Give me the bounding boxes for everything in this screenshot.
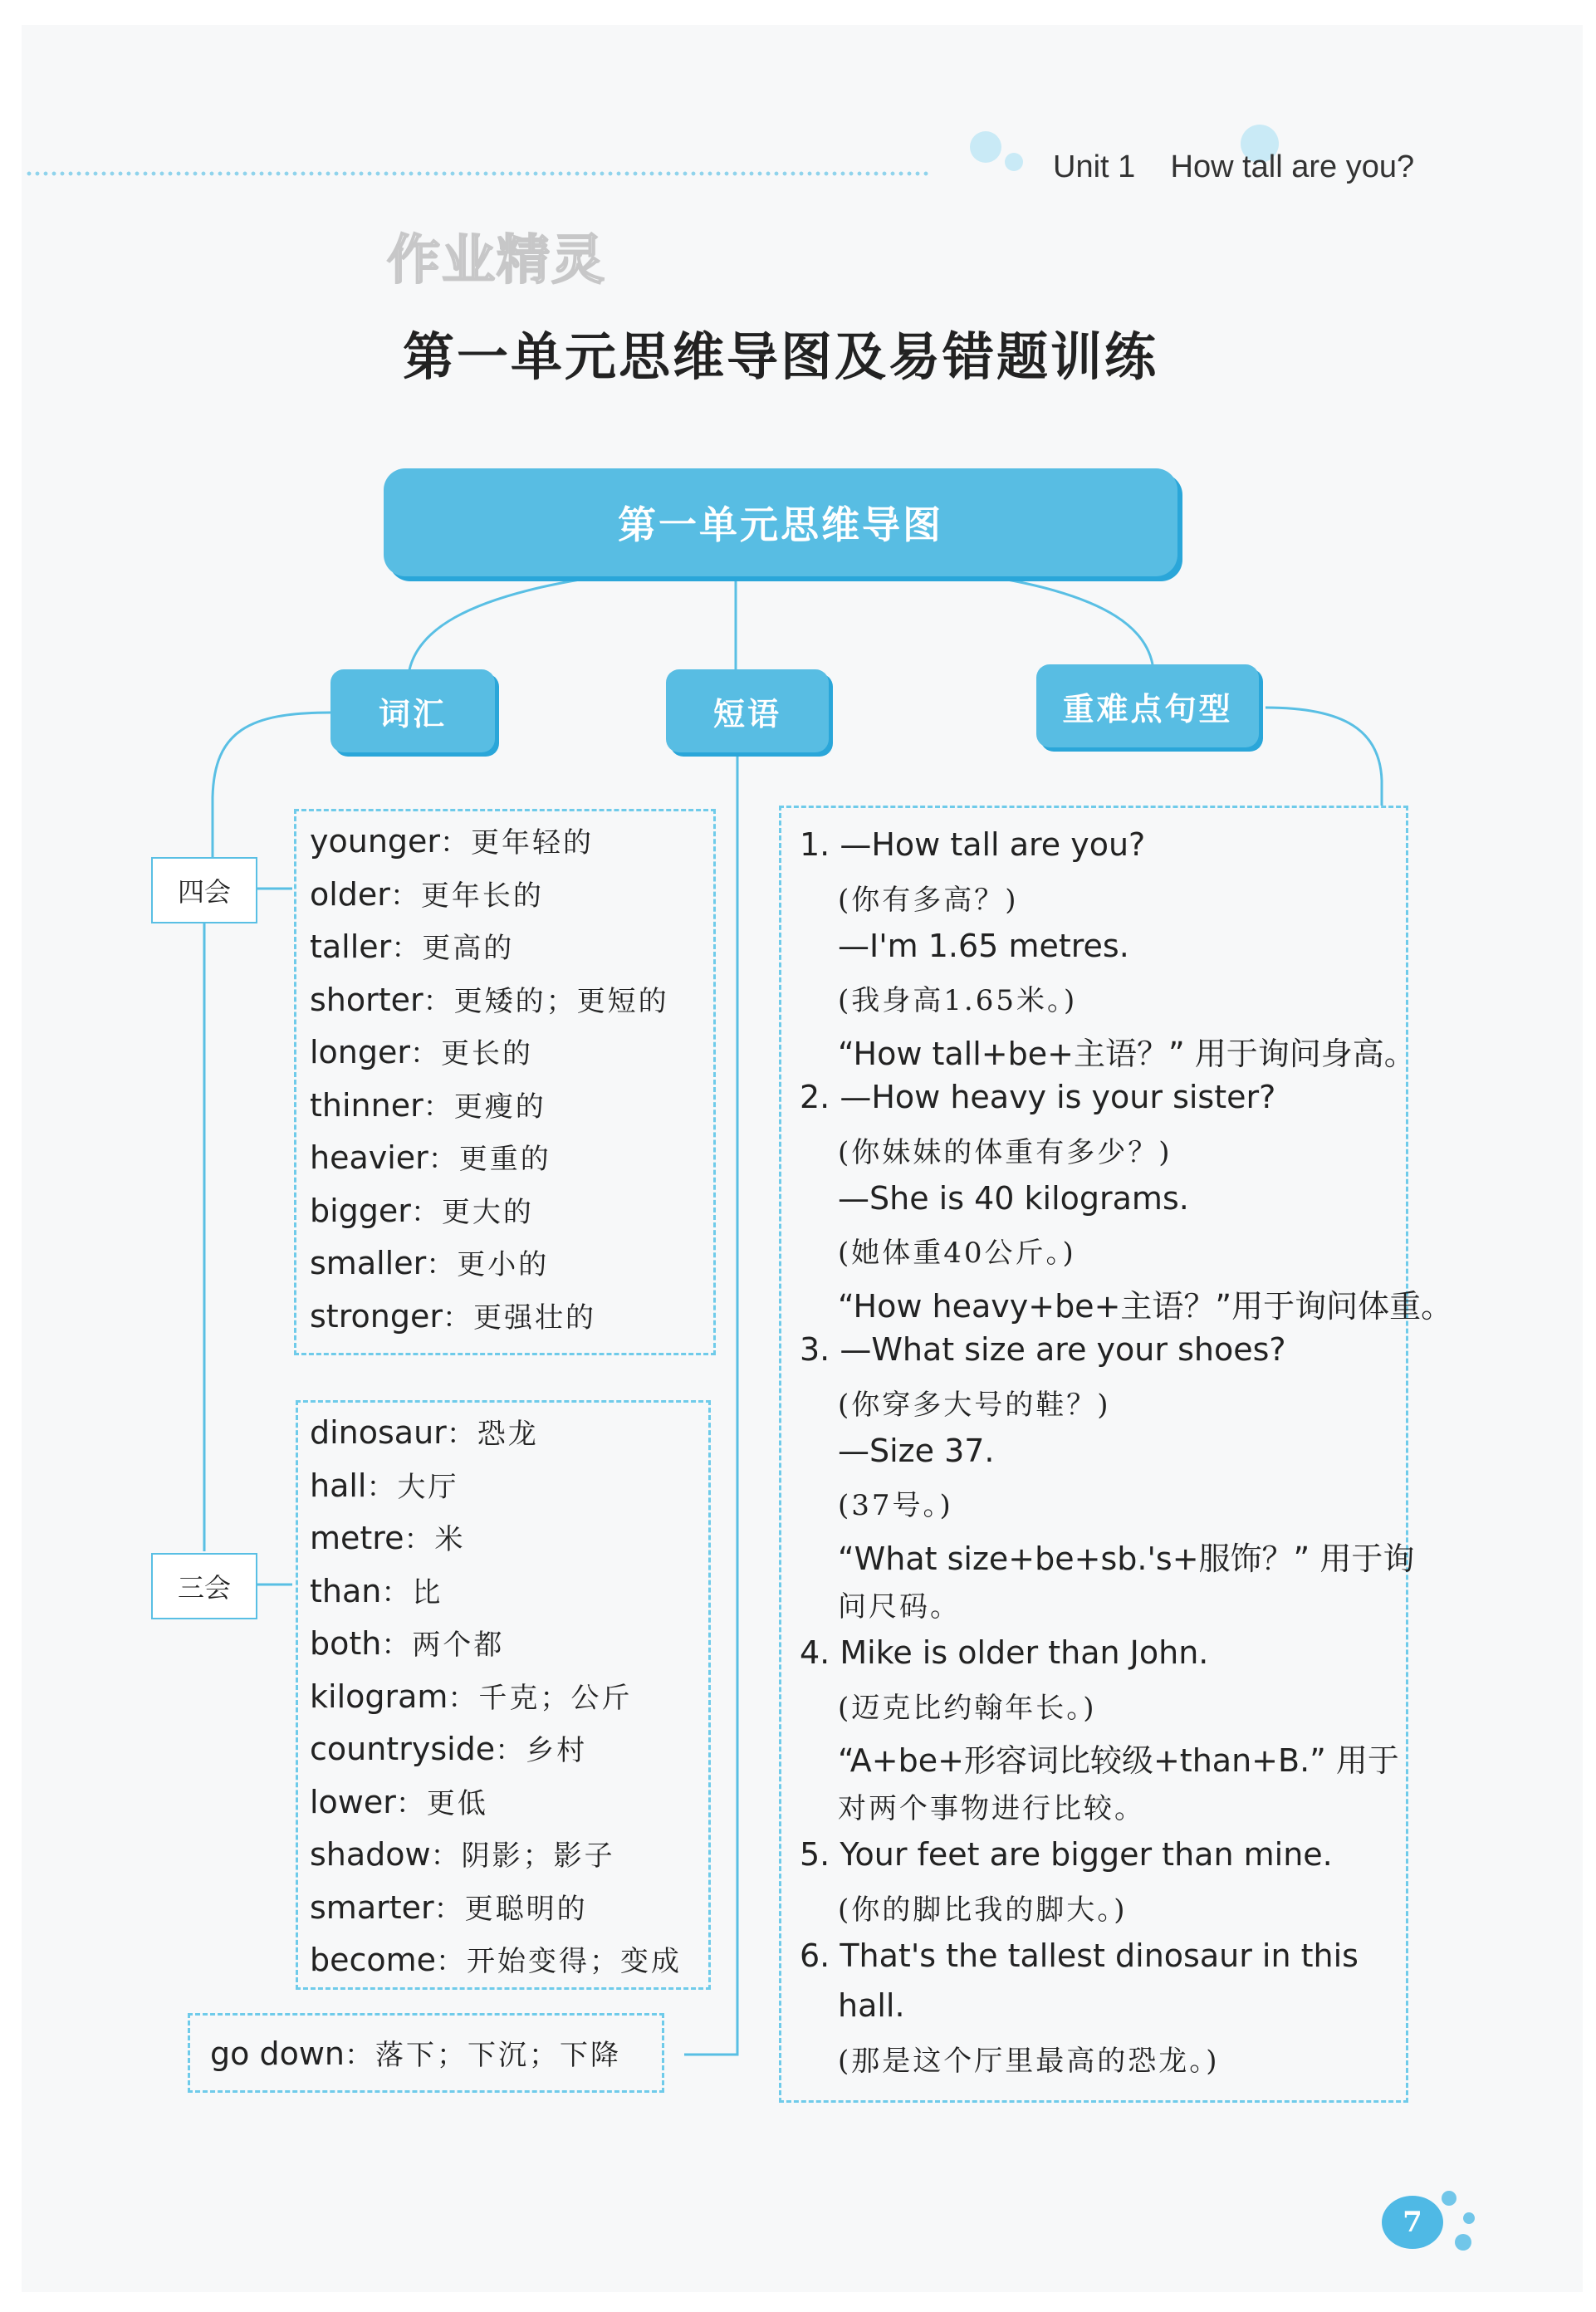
four-skill-words-box bbox=[294, 809, 716, 1355]
word-zh: ：比 bbox=[381, 1575, 443, 1609]
word-en: longer bbox=[310, 1034, 411, 1070]
three-skill-word-item bbox=[310, 1727, 587, 1768]
connector-sentences-box bbox=[1266, 708, 1382, 806]
four-skill-word-item bbox=[310, 1031, 533, 1071]
sentence-line: “A+be+形容词比较级+than+B.” 用于 bbox=[838, 1742, 1399, 1780]
page-title: 第一单元思维导图及易错题训练 bbox=[402, 326, 1158, 387]
word-en: metre bbox=[310, 1520, 404, 1556]
sentence-line: —I'm 1.65 metres. bbox=[838, 927, 1129, 964]
sentence-line: 6. That's the tallest dinosaur in this bbox=[800, 1937, 1359, 1974]
word-en: bigger bbox=[310, 1192, 411, 1229]
three-skill-word-item bbox=[310, 1886, 588, 1927]
word-zh: ：更聪明的 bbox=[433, 1892, 588, 1926]
three-skill-word-item bbox=[310, 1464, 459, 1505]
four-skill-word-item bbox=[310, 1084, 546, 1124]
three-skill-word-item bbox=[310, 1622, 504, 1663]
watermark: 作业精灵 bbox=[387, 230, 606, 291]
word-zh: ：更小的 bbox=[426, 1248, 550, 1281]
word-en: kilogram bbox=[310, 1678, 448, 1715]
sentence-line: (迈克比约翰年长。) bbox=[838, 1691, 1097, 1725]
branch-sentences: 重难点句型 bbox=[1036, 664, 1259, 747]
phrase-en: go down bbox=[210, 2035, 345, 2072]
word-zh: ：开始变得；变成 bbox=[436, 1945, 683, 1978]
word-zh: ：更重的 bbox=[428, 1143, 551, 1176]
sentence-line: “How heavy+be+主语？”用于询问体重。 bbox=[838, 1288, 1453, 1325]
three-skill-word-item bbox=[310, 1411, 539, 1452]
sentence-line: hall. bbox=[838, 1987, 905, 2025]
word-zh: ：更低 bbox=[395, 1786, 488, 1820]
word-en: shorter bbox=[310, 981, 423, 1018]
phrase-zh: ：落下；下沉；下降 bbox=[344, 2039, 621, 2072]
sentence-line: “What size+be+sb.'s+服饰？” 用于询 bbox=[838, 1541, 1415, 1578]
word-en: taller bbox=[310, 928, 392, 965]
word-zh: ：更高的 bbox=[391, 932, 515, 965]
sentence-line: —She is 40 kilograms. bbox=[838, 1179, 1189, 1217]
four-skill-word-item bbox=[310, 1189, 534, 1230]
sentence-line: (她体重40公斤。) bbox=[838, 1237, 1076, 1271]
word-en: stronger bbox=[310, 1297, 443, 1335]
sentence-line: (我身高1.65米。) bbox=[838, 984, 1078, 1018]
word-en: lower bbox=[310, 1783, 396, 1820]
sentence-line: (你的脚比我的脚大。) bbox=[838, 1893, 1128, 1927]
sentence-line: “How tall+be+主语？” 用于询问身高。 bbox=[838, 1036, 1416, 1073]
three-skill-word-item bbox=[310, 1833, 615, 1874]
word-en: become bbox=[310, 1942, 437, 1978]
word-zh: ：米 bbox=[404, 1523, 466, 1556]
word-en: both bbox=[310, 1625, 382, 1662]
sentence-line: 1. —How tall are you? bbox=[800, 826, 1146, 863]
decor-bubble bbox=[1442, 2191, 1456, 2206]
branch-phrases: 短语 bbox=[666, 669, 829, 752]
word-zh: ：更年长的 bbox=[389, 879, 544, 913]
connector-root-vocab bbox=[409, 578, 590, 674]
connector-root-sentences bbox=[998, 578, 1153, 664]
word-en: smarter bbox=[310, 1888, 434, 1926]
phrase-box bbox=[188, 2013, 664, 2093]
sentence-line: (你穿多大号的鞋？) bbox=[838, 1388, 1111, 1422]
sentence-line: 4. Mike is older than John. bbox=[800, 1634, 1209, 1671]
word-zh: ：更大的 bbox=[410, 1195, 534, 1229]
mind-map-root: 第一单元思维导图 bbox=[384, 468, 1177, 576]
word-zh: ：阴影；影子 bbox=[430, 1839, 615, 1873]
word-en: smaller bbox=[310, 1245, 427, 1281]
phrase-item bbox=[210, 2032, 621, 2073]
word-zh: ：乡村 bbox=[495, 1734, 588, 1767]
word-zh: ：更瘦的 bbox=[423, 1090, 546, 1124]
word-en: dinosaur bbox=[310, 1414, 447, 1451]
level-three-skill: 三会 bbox=[151, 1553, 257, 1619]
sentence-line: (你妹妹的体重有多少？) bbox=[838, 1135, 1173, 1169]
four-skill-word-item bbox=[310, 978, 669, 1019]
word-zh: ：更强壮的 bbox=[442, 1300, 596, 1335]
word-en: countryside bbox=[310, 1731, 496, 1767]
word-zh: ：更长的 bbox=[410, 1037, 534, 1070]
sentence-line: 3. —What size are your shoes? bbox=[800, 1331, 1286, 1368]
sentence-line: (37号。) bbox=[838, 1489, 953, 1523]
sentence-line: —Size 37. bbox=[838, 1432, 995, 1469]
level-four-skill: 四会 bbox=[151, 857, 257, 923]
four-skill-word-item bbox=[310, 1242, 549, 1282]
word-zh: ：恐龙 bbox=[446, 1418, 539, 1451]
sentence-line: 对两个事物进行比较。 bbox=[838, 1792, 1145, 1826]
branch-vocab: 词汇 bbox=[330, 669, 495, 752]
four-skill-word-item bbox=[310, 873, 544, 914]
word-zh: ：更年轻的 bbox=[440, 826, 595, 860]
sentence-line: (那是这个厅里最高的恐龙。) bbox=[838, 2045, 1220, 2079]
three-skill-word-item bbox=[310, 1938, 682, 1979]
word-en: heavier bbox=[310, 1139, 428, 1176]
sentences-box bbox=[779, 806, 1453, 2103]
word-zh: ：大厅 bbox=[366, 1470, 459, 1504]
word-en: than bbox=[310, 1572, 382, 1609]
sentence-line: 5. Your feet are bigger than mine. bbox=[800, 1836, 1333, 1873]
sentence-line: 2. —How heavy is your sister? bbox=[800, 1079, 1276, 1115]
word-en: shadow bbox=[310, 1836, 431, 1873]
word-zh: ：千克；公斤 bbox=[448, 1681, 633, 1715]
sentence-line: 问尺码。 bbox=[838, 1590, 961, 1624]
header-unit: Unit 1 bbox=[1053, 149, 1136, 184]
sentence-line: (你有多高？) bbox=[838, 883, 1019, 917]
three-skill-word-item bbox=[310, 1570, 443, 1610]
header-title: How tall are you? bbox=[1170, 149, 1415, 184]
four-skill-word-item bbox=[310, 1136, 551, 1177]
word-en: younger bbox=[310, 823, 441, 860]
three-skill-word-item bbox=[310, 1675, 632, 1716]
word-zh: ：两个都 bbox=[381, 1629, 505, 1662]
word-en: hall bbox=[310, 1467, 367, 1504]
four-skill-word-item bbox=[310, 1295, 596, 1335]
page-number: 7 bbox=[1382, 2196, 1443, 2249]
three-skill-words-box bbox=[296, 1400, 711, 1990]
word-en: thinner bbox=[310, 1086, 423, 1124]
word-en: older bbox=[310, 875, 390, 913]
four-skill-word-item bbox=[310, 925, 514, 966]
three-skill-word-item bbox=[310, 1516, 465, 1557]
decor-bubble bbox=[1455, 2234, 1471, 2251]
three-skill-word-item bbox=[310, 1781, 488, 1821]
decor-bubble bbox=[1463, 2212, 1475, 2224]
four-skill-word-item bbox=[310, 820, 594, 860]
word-zh: ：更矮的；更短的 bbox=[423, 984, 669, 1018]
